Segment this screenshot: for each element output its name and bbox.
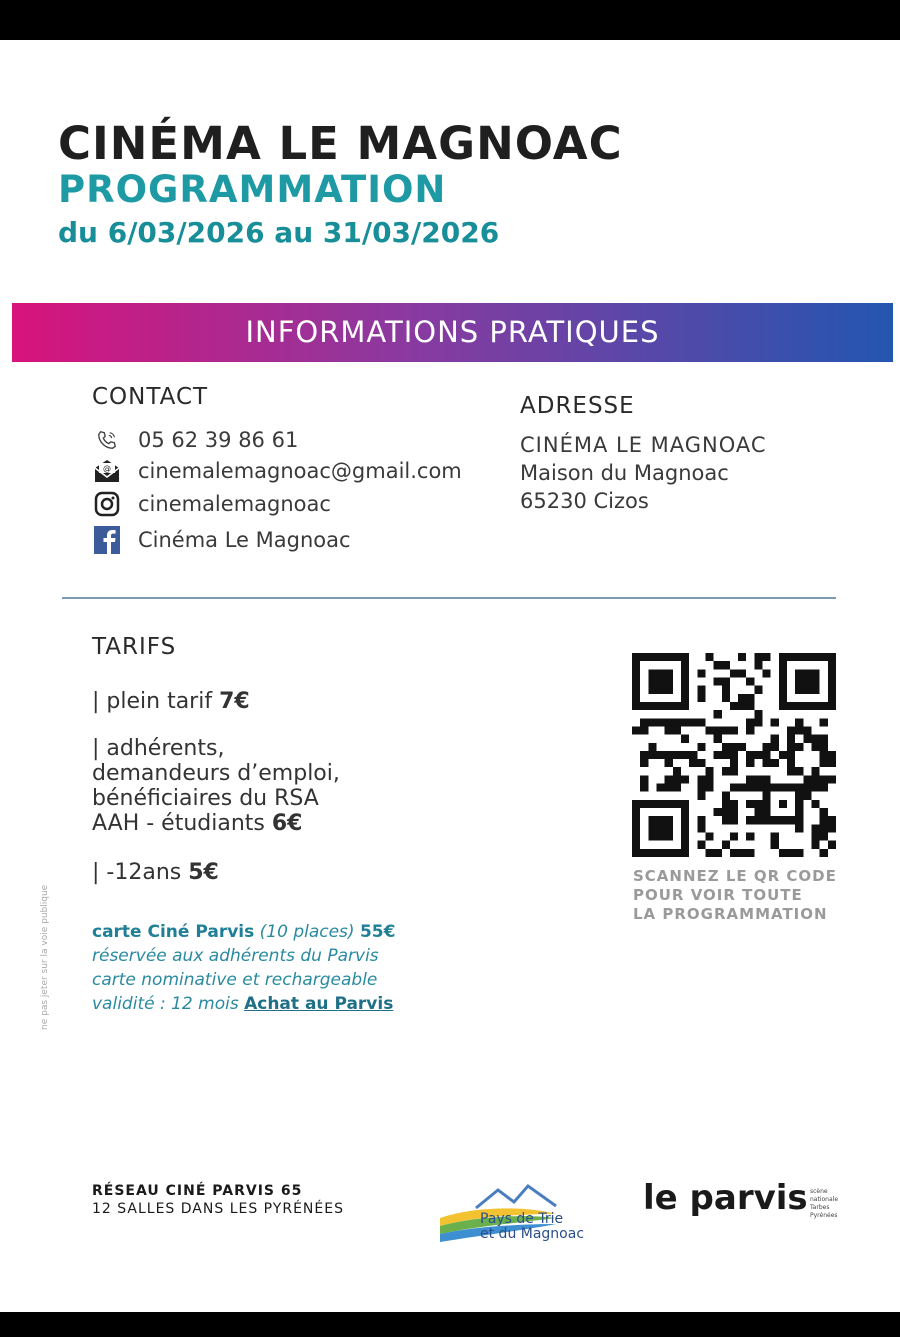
tarif-reduit [92, 736, 340, 836]
contact-email-row [92, 456, 462, 486]
parvis-side [810, 1188, 838, 1220]
cinema-title: CINÉMA LE MAGNOAC [58, 117, 623, 170]
carte-name: carte Ciné Parvis [92, 922, 255, 942]
pays-line1: Pays de Trie [480, 1211, 564, 1227]
facebook-icon [92, 525, 122, 555]
phone-number[interactable]: 05 62 39 86 61 [138, 428, 299, 452]
parvis-side3: Tarbes [810, 1204, 830, 1211]
contact-heading: CONTACT [92, 384, 209, 410]
carte-line4: validité : 12 mois [92, 994, 245, 1014]
programmation-title: PROGRAMMATION [58, 168, 447, 211]
poster [0, 40, 900, 1312]
reseau-subtitle: 12 SALLES DANS LES PYRÉNÉES [92, 1201, 344, 1217]
date-range: du 6/03/2026 au 31/03/2026 [58, 216, 500, 249]
carte-line2: réservée aux adhérents du Parvis [92, 946, 379, 966]
address-line1: Maison du Magnoac [520, 461, 729, 485]
pays-text [480, 1212, 584, 1242]
parvis-side1: scène [810, 1188, 828, 1195]
tarif-enfant-label: | -12ans [92, 860, 189, 885]
instagram-icon [92, 489, 122, 519]
svg-text:@: @ [103, 464, 111, 473]
address-heading: ADRESSE [520, 393, 635, 419]
tarif-enfant-price: 5€ [188, 860, 219, 885]
tarif-reduit-price: 6€ [271, 811, 303, 836]
vertical-note: ne pas jeter sur la voie publique [40, 884, 50, 1030]
contact-instagram-row [92, 489, 331, 519]
parvis-side2: nationale [810, 1196, 839, 1203]
carte-cine-parvis [92, 920, 395, 1016]
qr-caption-line1: SCANNEZ LE QR CODE [633, 867, 837, 885]
contact-facebook-row [92, 525, 351, 555]
instagram-handle[interactable]: cinemalemagnoac [138, 492, 331, 516]
parvis-logo: le parvis [643, 1178, 808, 1218]
qr-code[interactable] [632, 653, 836, 857]
reseau-title: RÉSEAU CINÉ PARVIS 65 [92, 1183, 303, 1199]
tarif-reduit-line2: demandeurs d’emploi, [92, 761, 340, 786]
qr-caption-line2: POUR VOIR TOUTE [633, 886, 803, 904]
address-name: CINÉMA LE MAGNOAC [520, 433, 767, 457]
tarif-reduit-line4: AAH - étudiants [92, 811, 272, 836]
address-line2: 65230 Cizos [520, 489, 649, 513]
tarif-reduit-line1: | adhérents, [92, 736, 225, 761]
qr-caption [633, 867, 837, 924]
achat-link[interactable]: Achat au Parvis [244, 994, 394, 1014]
tarif-plein [92, 689, 250, 714]
contact-phone-row [92, 425, 298, 455]
pays-line2: et du Magnoac [480, 1226, 585, 1242]
facebook-page[interactable]: Cinéma Le Magnoac [138, 528, 351, 552]
phone-icon [92, 425, 122, 455]
carte-places: (10 places) [254, 922, 360, 942]
divider [62, 597, 836, 599]
carte-price: 55€ [359, 922, 396, 942]
parvis-side4: Pyrénées [810, 1212, 838, 1219]
email-icon [92, 456, 122, 486]
info-banner: INFORMATIONS PRATIQUES [12, 303, 893, 362]
tarif-enfant [92, 860, 219, 885]
tarif-reduit-line3: bénéficiaires du RSA [92, 786, 319, 811]
qr-caption-line3: LA PROGRAMMATION [633, 905, 828, 923]
tarifs-heading: TARIFS [92, 634, 177, 660]
tarif-plein-price: 7€ [219, 689, 250, 714]
email-address[interactable]: cinemalemagnoac@gmail.com [138, 459, 462, 483]
carte-line3: carte nominative et rechargeable [92, 970, 378, 990]
tarif-plein-label: | plein tarif [92, 689, 220, 714]
